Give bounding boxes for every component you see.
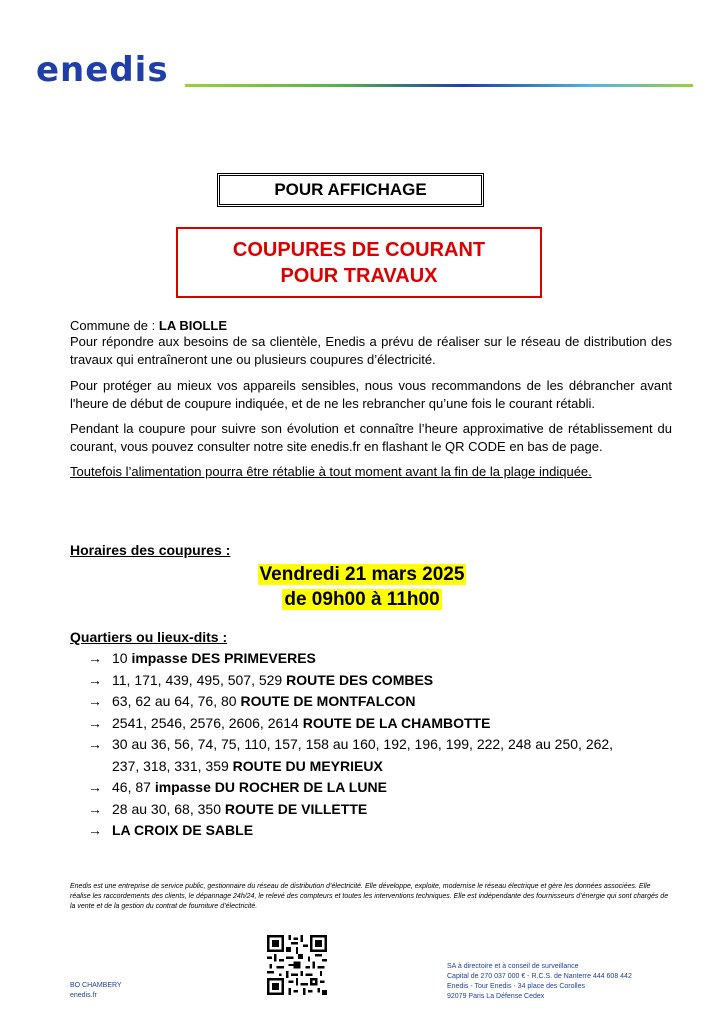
commune-name: LA BIOLLE (158, 318, 227, 333)
arrow-icon: → (88, 822, 102, 838)
agency-name: BO CHAMBERY (70, 982, 122, 989)
places-heading: Quartiers ou lieux-dits : (70, 629, 228, 645)
website-link[interactable]: enedis.fr (70, 992, 97, 999)
places-list (88, 648, 688, 842)
enedis-logo: enedis (36, 50, 169, 90)
paragraph-3: Pendant la coupure pour suivre son évolution et connaître l’heure approximative de rétablissement du courant, vous pouvez consulter notre site enedis.fr en flashant le QR CODE en bas de page. (70, 421, 672, 454)
list-item: → LA CROIX DE SABLE (88, 820, 688, 842)
legal-line-3: Enedis - Tour Enedis - 34 place des Corolles (447, 983, 586, 990)
schedule-heading: Horaires des coupures : (70, 542, 231, 558)
footer-right (447, 962, 632, 1002)
legal-line-1: SA à directoire et à conseil de surveillance (447, 963, 579, 970)
arrow-icon: → (88, 671, 102, 688)
list-item: → 28 au 30, 68, 350 ROUTE DE VILLETTE (88, 799, 688, 821)
list-item: → 46, 87 impasse DU ROCHER DE LA LUNE (88, 777, 688, 799)
list-item: → 10 impasse DES PRIMEVERES (88, 648, 688, 670)
arrow-icon: → (88, 800, 102, 817)
legal-line-2: Capital de 270 037 000 € - R.C.S. de Nanterre 444 608 442 (447, 973, 632, 980)
list-item: → 63, 62 au 64, 76, 80 ROUTE DE MONTFALCON (88, 691, 688, 713)
title-line-1: COUPURES DE COURANT (232, 238, 486, 261)
title-line-2: POUR TRAVAUX (280, 264, 438, 287)
footer-left (70, 981, 122, 1001)
arrow-icon: → (88, 650, 102, 666)
paragraph-4: Toutefois l’alimentation pourra être rétablie à tout moment avant la fin de la plage indiquée. (70, 464, 592, 479)
list-item: → 2541, 2546, 2576, 2606, 2614 ROUTE DE LA CHAMBOTTE (88, 713, 688, 735)
list-item: → 11, 171, 439, 495, 507, 529 ROUTE DES COMBES (88, 670, 688, 692)
arrow-icon: → (88, 736, 102, 752)
notice-label-box (217, 173, 484, 207)
arrow-icon: → (88, 714, 102, 731)
list-item: → 30 au 36, 56, 74, 75, 110, 157, 158 au 160, 192, 196, 199, 222, 248 au 250, 262, (88, 734, 688, 756)
legal-line-4: 92079 Paris La Défense Cedex (447, 993, 545, 1000)
arrow-icon: → (88, 693, 102, 709)
paragraph-2: Pour protéger au mieux vos appareils sensibles, nous vous recommandons de les débrancher avant l'heure de début de coupure indiquée, et de ne les rebrancher qu’une fois le courant rétabli. (70, 378, 672, 411)
notice-label: POUR AFFICHAGE (274, 180, 427, 199)
logo-underline (185, 84, 693, 87)
arrow-icon: → (88, 779, 102, 795)
paragraph-1: Pour répondre aux besoins de sa clientèle, Enedis a prévu de réaliser sur le réseau de distribution des travaux qui entraîneront une ou plusieurs coupures d’électricité. (70, 334, 672, 367)
title-box (176, 227, 542, 298)
schedule-time: de 09h00 à 11h00 (284, 589, 440, 610)
commune-label: Commune de : (70, 318, 159, 333)
qr-code-icon[interactable] (267, 935, 327, 995)
footer-disclaimer: Enedis est une entreprise de service public, gestionnaire du réseau de distribution d’électricité. Elle développe, exploite, modernise le réseau électrique et gère les données associées. Elle réalise les raccordements des clients, le dépannage 24h/24, le relevé des compteurs et toutes les interventions techniques. Elle est indépendante des fournisseurs d’énergie qui sont chargés de la vente et de la gestion du contrat de fourniture d’électricité. (70, 883, 669, 910)
schedule-date: Vendredi 21 mars 2025 (259, 564, 465, 585)
list-item-continuation: 237, 318, 331, 359 ROUTE DU MEYRIEUX (112, 757, 383, 774)
